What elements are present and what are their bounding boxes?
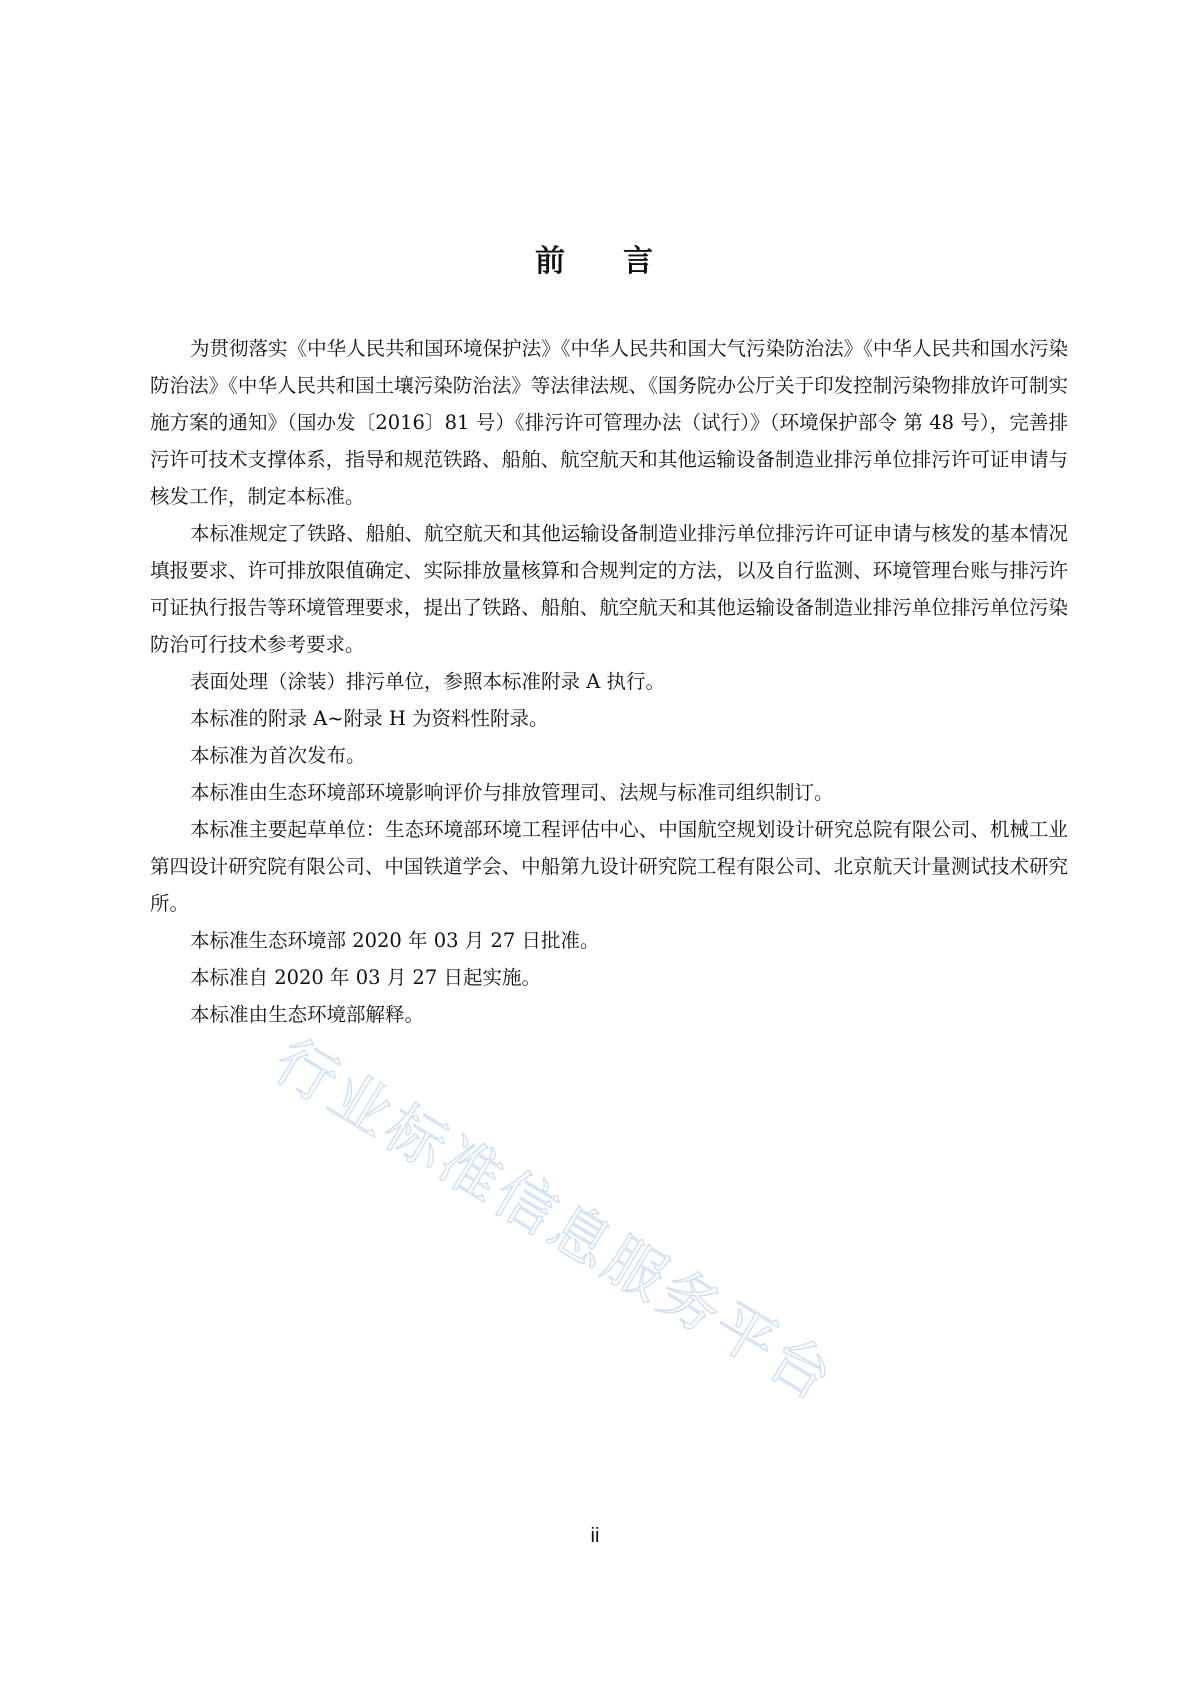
paragraph-appendices: 本标准的附录 A~附录 H 为资料性附录。 xyxy=(190,707,549,730)
paragraph-scope: 本标准规定了铁路、船舶、航空航天和其他运输设备制造业排污单位排污许可证申请与核发的基本情况填报要求、许可排放限值确定、实际排放量核算和合规判定的方法，以及自行监测、环境管理台账与排污许可证执行报告等环境管理要求，提出了铁路、船舶、航空航天和其他运输设备制造业排污单位排污单位污染防治可行技术参考要求。 xyxy=(150,522,1068,656)
paragraph-drafters: 本标准主要起草单位：生态环境部环境工程评估中心、中国航空规划设计研究总院有限公司、机械工业第四设计研究院有限公司、中国铁道学会、中船第九设计研究院工程有限公司、北京航天计量测试技术研究所。 xyxy=(150,818,1068,915)
paragraph-effective-date: 本标准自 2020 年 03 月 27 日起实施。 xyxy=(190,966,541,989)
title-char-2: 言 xyxy=(623,244,655,279)
paragraph-purpose: 为贯彻落实《中华人民共和国环境保护法》《中华人民共和国大气污染防治法》《中华人民共和国水污染防治法》《中华人民共和国土壤污染防治法》等法律法规、《国务院办公厅关于印发控制污染物排放许可制实施方案的通知》（国办发〔2016〕81 号）《排污许可管理办法（试行）》（环境保护部令 第 48 号），完善排污许可技术支撑体系，指导和规范铁路、船舶、航空航天和其他运输设备制造业排污单位排污许可证申请与核发工作，制定本标准。 xyxy=(150,337,1068,508)
paragraph-surface-treatment: 表面处理（涂装）排污单位，参照本标准附录 A 执行。 xyxy=(190,670,665,693)
paragraph-organizer: 本标准由生态环境部环境影响评价与排放管理司、法规与标准司组织制订。 xyxy=(190,781,834,804)
page-number: ii xyxy=(590,1525,600,1547)
foreword-body xyxy=(150,330,1068,1033)
paragraph-first-release: 本标准为首次发布。 xyxy=(190,744,366,767)
watermark-text: 行业标准信息服务平台 xyxy=(262,1026,847,1416)
paragraph-approval-date: 本标准生态环境部 2020 年 03 月 27 日批准。 xyxy=(190,929,600,952)
title-char-1: 前 xyxy=(535,244,567,279)
paragraph-interpretation: 本标准由生态环境部解释。 xyxy=(190,1003,425,1026)
page-title xyxy=(0,236,1190,280)
